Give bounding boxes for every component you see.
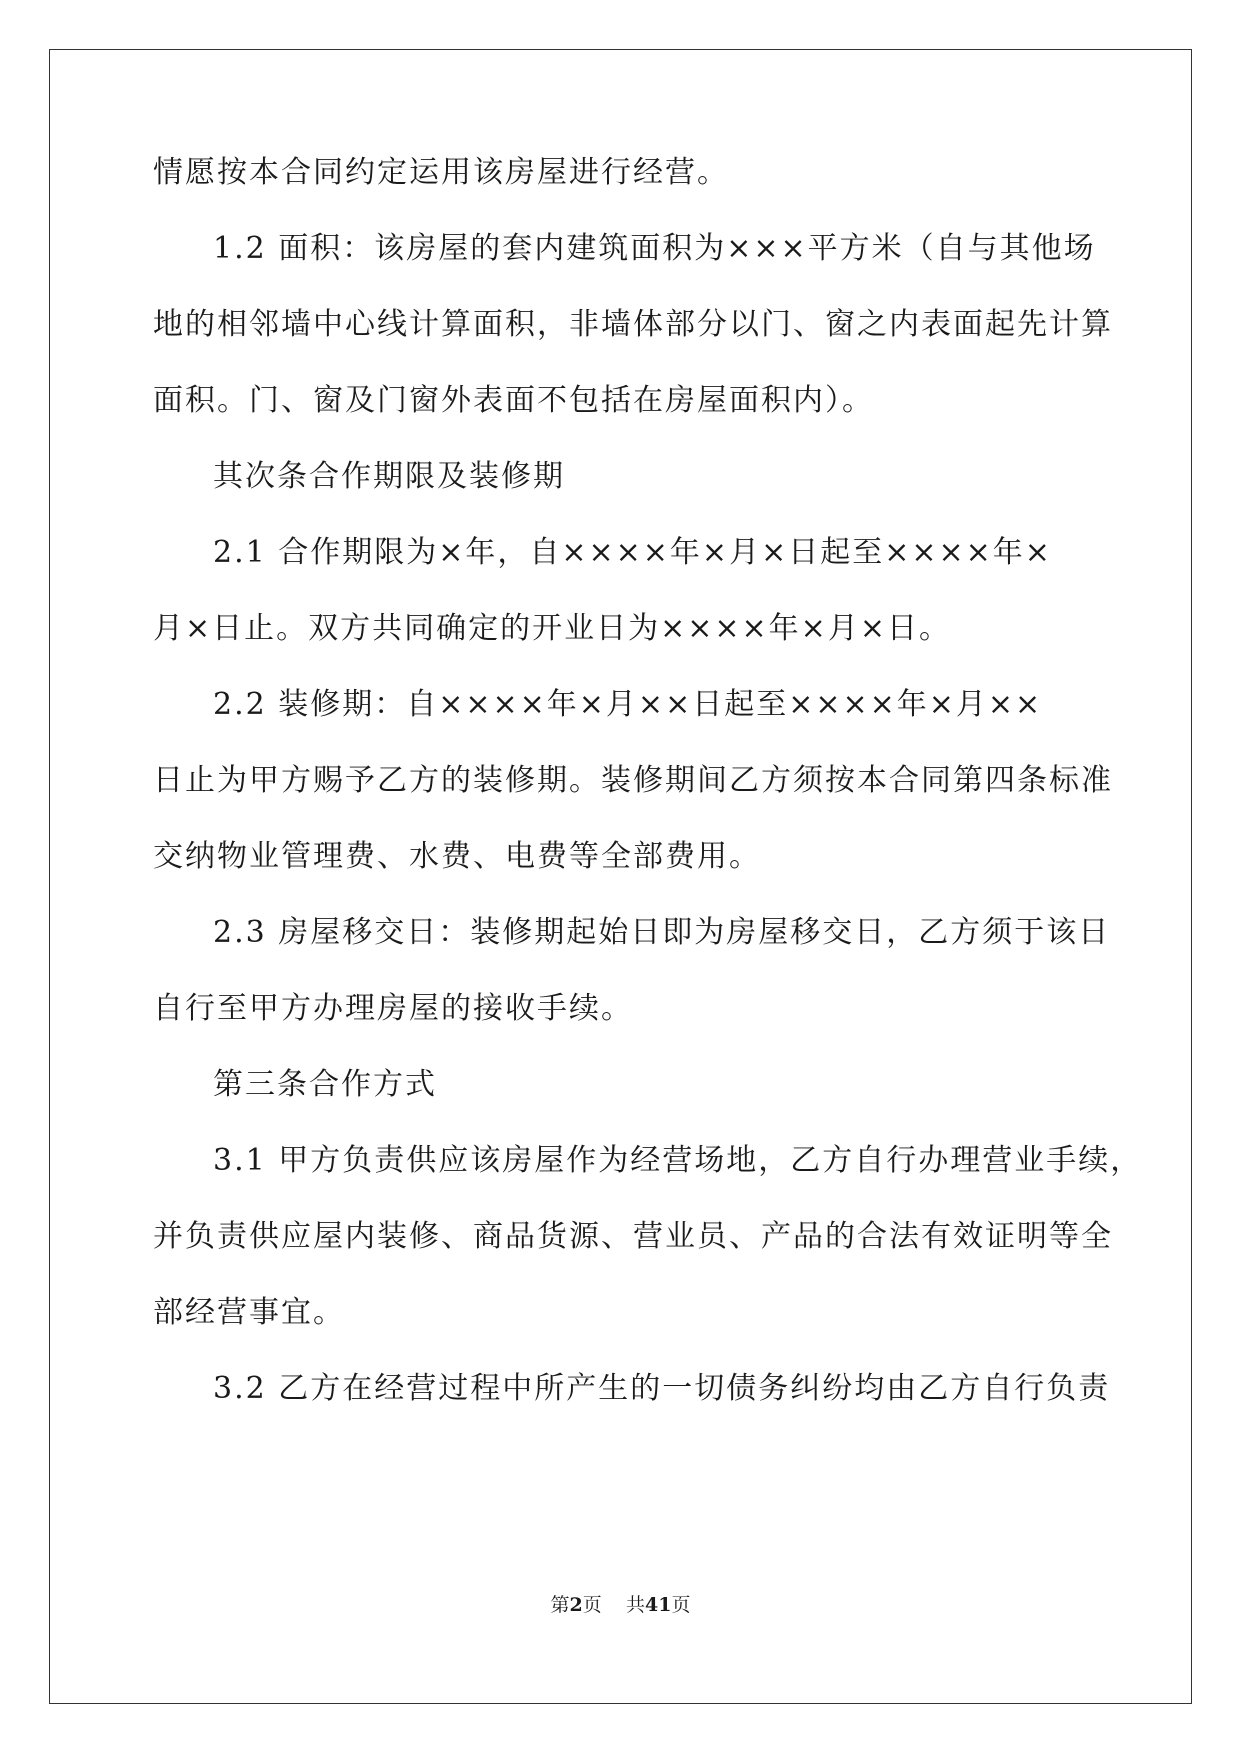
text-line: 3.2 乙方在经营过程中所产生的一切债务纠纷均由乙方自行负责 <box>213 1371 1111 1406</box>
text-line: 部经营事宜。 <box>153 1295 345 1330</box>
total-label-suffix: 页 <box>671 1594 691 1616</box>
text-line: 并负责供应屋内装修、商品货源、营业员、产品的合法有效证明等全 <box>153 1219 1113 1254</box>
text-line: 日止为甲方赐予乙方的装修期。装修期间乙方须按本合同第四条标准 <box>153 763 1113 798</box>
text-line: 2.1 合作期限为×年，自××××年×月×日起至××××年× <box>213 535 1052 570</box>
text-line: 3.1 甲方负责供应该房屋作为经营场地，乙方自行办理营业手续， <box>213 1143 1143 1178</box>
text-line: 面积。门、窗及门窗外表面不包括在房屋面积内）。 <box>153 383 874 418</box>
page-number: 2 <box>569 1594 583 1616</box>
page-label-prefix: 第 <box>550 1594 570 1616</box>
section-heading: 第三条合作方式 <box>213 1067 437 1102</box>
page-footer <box>0 1593 1241 1617</box>
text-line: 月×日止。双方共同确定的开业日为××××年×月×日。 <box>153 611 951 646</box>
text-line: 1.2 面积：该房屋的套内建筑面积为×××平方米（自与其他场 <box>213 231 1096 266</box>
text-line: 情愿按本合同约定运用该房屋进行经营。 <box>153 155 729 190</box>
text-line: 自行至甲方办理房屋的接收手续。 <box>153 991 633 1026</box>
total-pages: 41 <box>644 1594 672 1616</box>
total-label-prefix: 共 <box>625 1594 645 1616</box>
text-line: 2.2 装修期：自××××年×月××日起至××××年×月×× <box>213 687 1043 722</box>
page-label-suffix: 页 <box>582 1594 602 1616</box>
text-line: 交纳物业管理费、水费、电费等全部费用。 <box>153 839 761 874</box>
text-line: 地的相邻墙中心线计算面积，非墙体部分以门、窗之内表面起先计算 <box>153 307 1113 342</box>
section-heading: 其次条合作期限及装修期 <box>213 459 565 494</box>
text-line: 2.3 房屋移交日：装修期起始日即为房屋移交日，乙方须于该日 <box>213 915 1111 950</box>
